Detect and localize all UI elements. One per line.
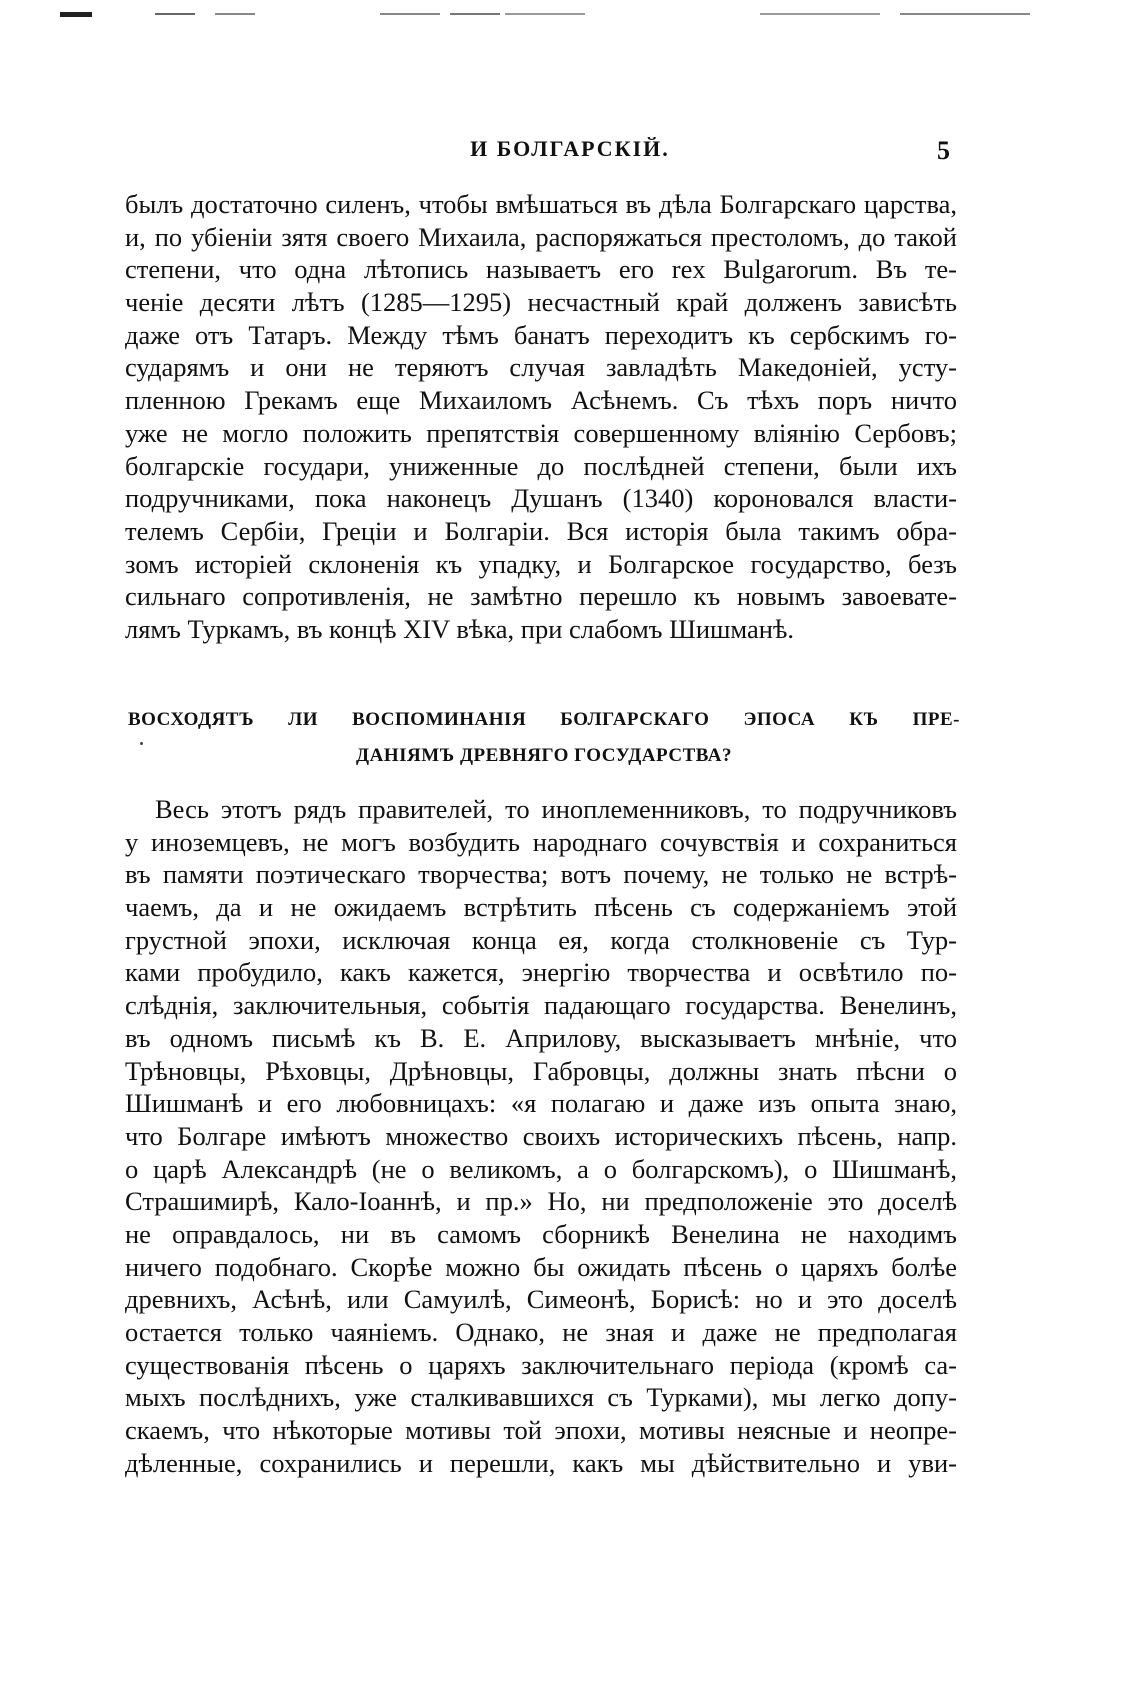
text-line: грустной эпохи, исключая конца ея, когда столкновеніе съ Тур- [125, 924, 957, 955]
text-line: не оправдалось, ни въ самомъ сборникѣ Венелина не находимъ [125, 1218, 957, 1249]
text-line: ками пробудило, какъ кажется, энергію творчества и освѣтило по- [125, 957, 957, 988]
text-line: у иноземцевъ, не могъ возбудить народнаго сочувствія и сохраниться [125, 826, 957, 857]
text-line: степени, что одна лѣтопись называетъ его rex Bulgarorum. Въ те- [125, 254, 957, 285]
section-heading-line-2: ДАНІЯМЪ ДРЕВНЯГО ГОСУДАРСТВА? [356, 745, 732, 766]
ink-speck [140, 742, 143, 745]
text-line: мыхъ послѣднихъ, уже сталкивавшихся съ Турками), мы легко допу- [125, 1382, 957, 1413]
scan-edge-marks [50, 10, 1090, 22]
text-line: что Болгаре имѣютъ множество своихъ историческихъ пѣсень, напр. [125, 1120, 957, 1151]
text-line: остается только чаяніемъ. Однако, не зная и даже не предполагая [125, 1317, 957, 1347]
text-line: существованія пѣсень о царяхъ заключительнаго періода (кромѣ са- [125, 1349, 957, 1380]
text-line: о царѣ Александрѣ (не о великомъ, а о болгарскомъ), о Шишманѣ, [125, 1153, 957, 1184]
text-line: телемъ Сербіи, Греціи и Болгаріи. Вся исторія была такимъ обра- [125, 515, 957, 546]
text-line: подручниками, пока наконецъ Душанъ (1340) короновался власти- [125, 483, 957, 514]
text-line: слѣднія, заключительныя, событія падающаго государства. Венелинъ, [125, 990, 957, 1021]
text-line: ничего подобнаго. Скорѣе можно бы ожидать пѣсень о царяхъ болѣе [125, 1251, 957, 1282]
page-number: 5 [937, 136, 950, 165]
text-line: былъ достаточно силенъ, чтобы вмѣшаться въ дѣла Болгарскаго царства, [125, 189, 957, 219]
text-line: и, по убіеніи зятя своего Михаила, распоряжаться престоломъ, до такой [125, 221, 957, 252]
running-head: И БОЛГАРСКІЙ. [470, 136, 670, 161]
text-line: пленною Грекамъ еще Михаиломъ Асѣнемъ. Съ тѣхъ поръ ничто [125, 385, 957, 416]
page-header [0, 136, 1140, 176]
text-line: зомъ исторіей склоненія къ упадку, и Болгарское государство, безъ [125, 548, 957, 579]
text-line: скаемъ, что нѣкоторые мотивы той эпохи, мотивы неясные и неопре- [125, 1415, 957, 1446]
text-line: Страшимирѣ, Кало-Іоаннѣ, и пр.» Но, ни предположеніе это доселѣ [125, 1186, 957, 1217]
text-line: Трѣновцы, Рѣховцы, Дрѣновцы, Габровцы, должны знать пѣсни о [125, 1055, 957, 1086]
text-line: лямъ Туркамъ, въ концѣ XIV вѣка, при слабомъ Шишманѣ. [125, 613, 794, 644]
text-line: въ памяти поэтическаго творчества; вотъ почему, не только не встрѣ- [125, 859, 957, 890]
text-line: дѣленные, сохранились и перешли, какъ мы дѣйствительно и уви- [125, 1447, 957, 1478]
paragraph-2 [125, 793, 957, 1479]
text-line: болгарскіе государи, униженные до послѣдней степени, были ихъ [125, 450, 957, 481]
text-line: древнихъ, Асѣнѣ, или Самуилѣ, Симеонѣ, Борисѣ: но и это доселѣ [125, 1284, 957, 1315]
text-line: ченіе десяти лѣтъ (1285—1295) несчастный край долженъ зависѣть [125, 287, 957, 318]
text-line: сильнаго сопротивленія, не замѣтно перешло къ новымъ завоевате- [125, 581, 957, 612]
text-line: Шишманѣ и его любовницахъ: «я полагаю и даже изъ опыта знаю, [125, 1088, 957, 1119]
section-heading [128, 702, 960, 774]
text-line: даже отъ Татаръ. Между тѣмъ банатъ переходитъ къ сербскимъ го- [125, 319, 957, 350]
paragraph-1 [125, 188, 957, 646]
text-line: въ одномъ письмѣ къ В. Е. Априлову, высказываетъ мнѣніе, что [125, 1022, 957, 1053]
section-heading-line-1: ВОСХОДЯТЪ ЛИ ВОСПОМИНАНІЯ БОЛГАРСКАГО ЭПОСА КЪ ПРЕ- [128, 709, 960, 730]
text-line: Весь этотъ рядъ правителей, то иноплеменниковъ, то подручниковъ [155, 794, 957, 824]
text-line: чаемъ, да и не ожидаемъ встрѣтить пѣсень съ содержаніемъ этой [125, 892, 957, 923]
text-line: уже не могло положить препятствія совершенному вліянію Сербовъ; [125, 417, 957, 448]
text-line: сударямъ и они не теряютъ случая завладѣть Македоніей, усту- [125, 352, 957, 383]
